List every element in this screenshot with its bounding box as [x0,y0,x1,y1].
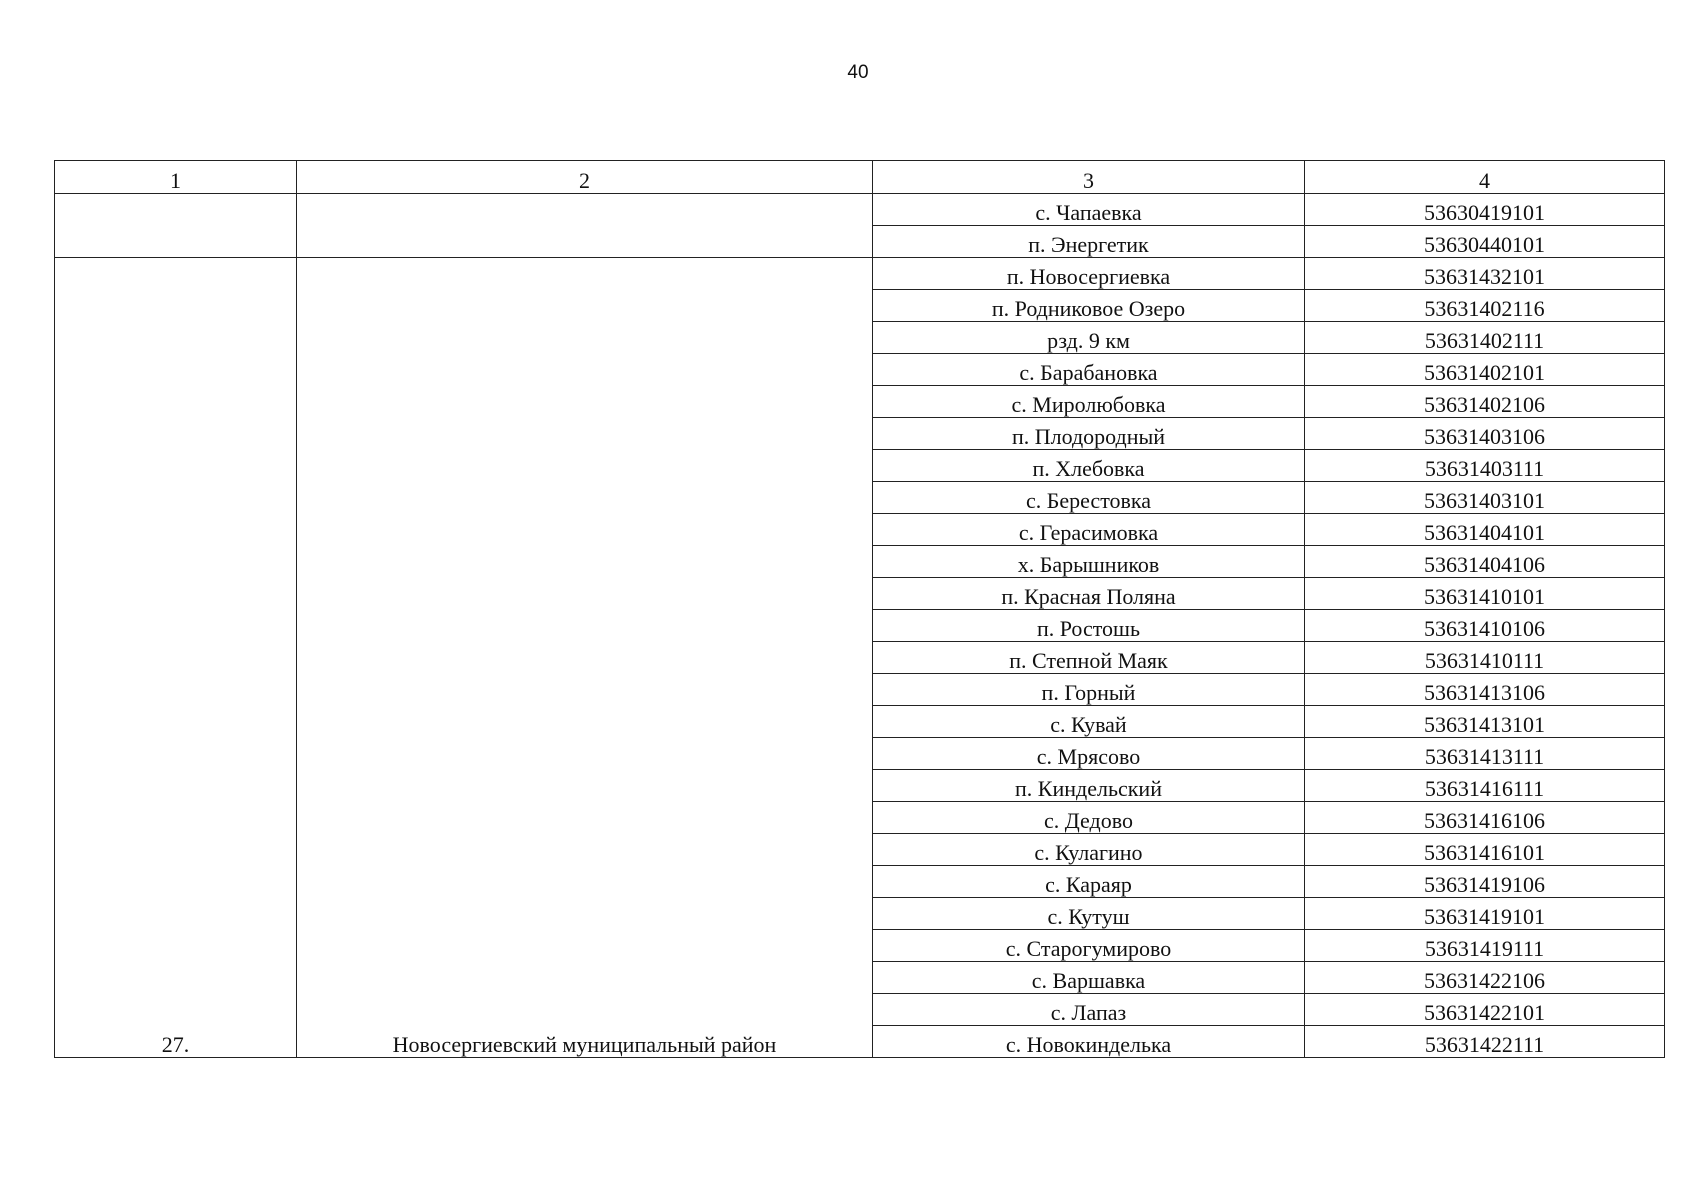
code-cell: 53631404106 [1305,546,1665,578]
district-number: 27. [55,258,297,1058]
code-cell: 53631419111 [1305,930,1665,962]
code-cell: 53631402111 [1305,322,1665,354]
table-body [55,194,1665,1058]
code-cell: 53631410101 [1305,578,1665,610]
code-cell: 53631410106 [1305,610,1665,642]
settlement-cell: с. Кулагино [873,834,1305,866]
settlement-cell: п. Ростошь [873,610,1305,642]
settlement-cell: п. Плодородный [873,418,1305,450]
settlement-cell: с. Кутуш [873,898,1305,930]
settlement-cell: х. Барышников [873,546,1305,578]
settlement-cell: п. Энергетик [873,226,1305,258]
code-cell: 53630419101 [1305,194,1665,226]
settlement-cell: с. Новокинделька [873,1026,1305,1058]
settlements-table [54,160,1665,1058]
settlement-cell: с. Герасимовка [873,514,1305,546]
code-cell: 53631413101 [1305,706,1665,738]
column-header-4: 4 [1305,161,1665,194]
settlement-cell: п. Красная Поляна [873,578,1305,610]
code-cell: 53631416101 [1305,834,1665,866]
code-cell: 53631402116 [1305,290,1665,322]
code-cell: 53631404101 [1305,514,1665,546]
settlement-cell: с. Барабановка [873,354,1305,386]
code-cell: 53631416111 [1305,770,1665,802]
settlement-cell: с. Берестовка [873,482,1305,514]
code-cell: 53631413111 [1305,738,1665,770]
settlement-cell: п. Родниковое Озеро [873,290,1305,322]
code-cell: 53631410111 [1305,642,1665,674]
column-header-2: 2 [297,161,873,194]
code-cell: 53631402101 [1305,354,1665,386]
code-cell: 53631422111 [1305,1026,1665,1058]
code-cell: 53631403111 [1305,450,1665,482]
table-row [55,194,1665,226]
settlement-cell: с. Караяр [873,866,1305,898]
code-cell: 53631432101 [1305,258,1665,290]
code-cell: 53630440101 [1305,226,1665,258]
settlement-cell: с. Чапаевка [873,194,1305,226]
settlement-cell: рзд. 9 км [873,322,1305,354]
settlement-cell: с. Варшавка [873,962,1305,994]
settlement-cell: с. Кувай [873,706,1305,738]
empty-number-cell [55,194,297,258]
table-header-row [55,161,1665,194]
column-header-3: 3 [873,161,1305,194]
code-cell: 53631413106 [1305,674,1665,706]
settlement-cell: с. Старогумирово [873,930,1305,962]
table-row [55,258,1665,290]
settlement-cell: с. Мрясово [873,738,1305,770]
empty-district-cell [297,194,873,258]
code-cell: 53631422106 [1305,962,1665,994]
page-number: 40 [847,62,869,83]
settlement-cell: п. Киндельский [873,770,1305,802]
settlement-cell: с. Лапаз [873,994,1305,1026]
settlement-cell: п. Горный [873,674,1305,706]
settlement-cell: с. Миролюбовка [873,386,1305,418]
code-cell: 53631422101 [1305,994,1665,1026]
code-cell: 53631403101 [1305,482,1665,514]
district-name: Новосергиевский муниципальный район [297,258,873,1058]
code-cell: 53631416106 [1305,802,1665,834]
code-cell: 53631403106 [1305,418,1665,450]
column-header-1: 1 [55,161,297,194]
settlement-cell: с. Дедово [873,802,1305,834]
code-cell: 53631402106 [1305,386,1665,418]
settlement-cell: п. Новосергиевка [873,258,1305,290]
settlement-cell: п. Хлебовка [873,450,1305,482]
settlement-cell: п. Степной Маяк [873,642,1305,674]
code-cell: 53631419101 [1305,898,1665,930]
code-cell: 53631419106 [1305,866,1665,898]
